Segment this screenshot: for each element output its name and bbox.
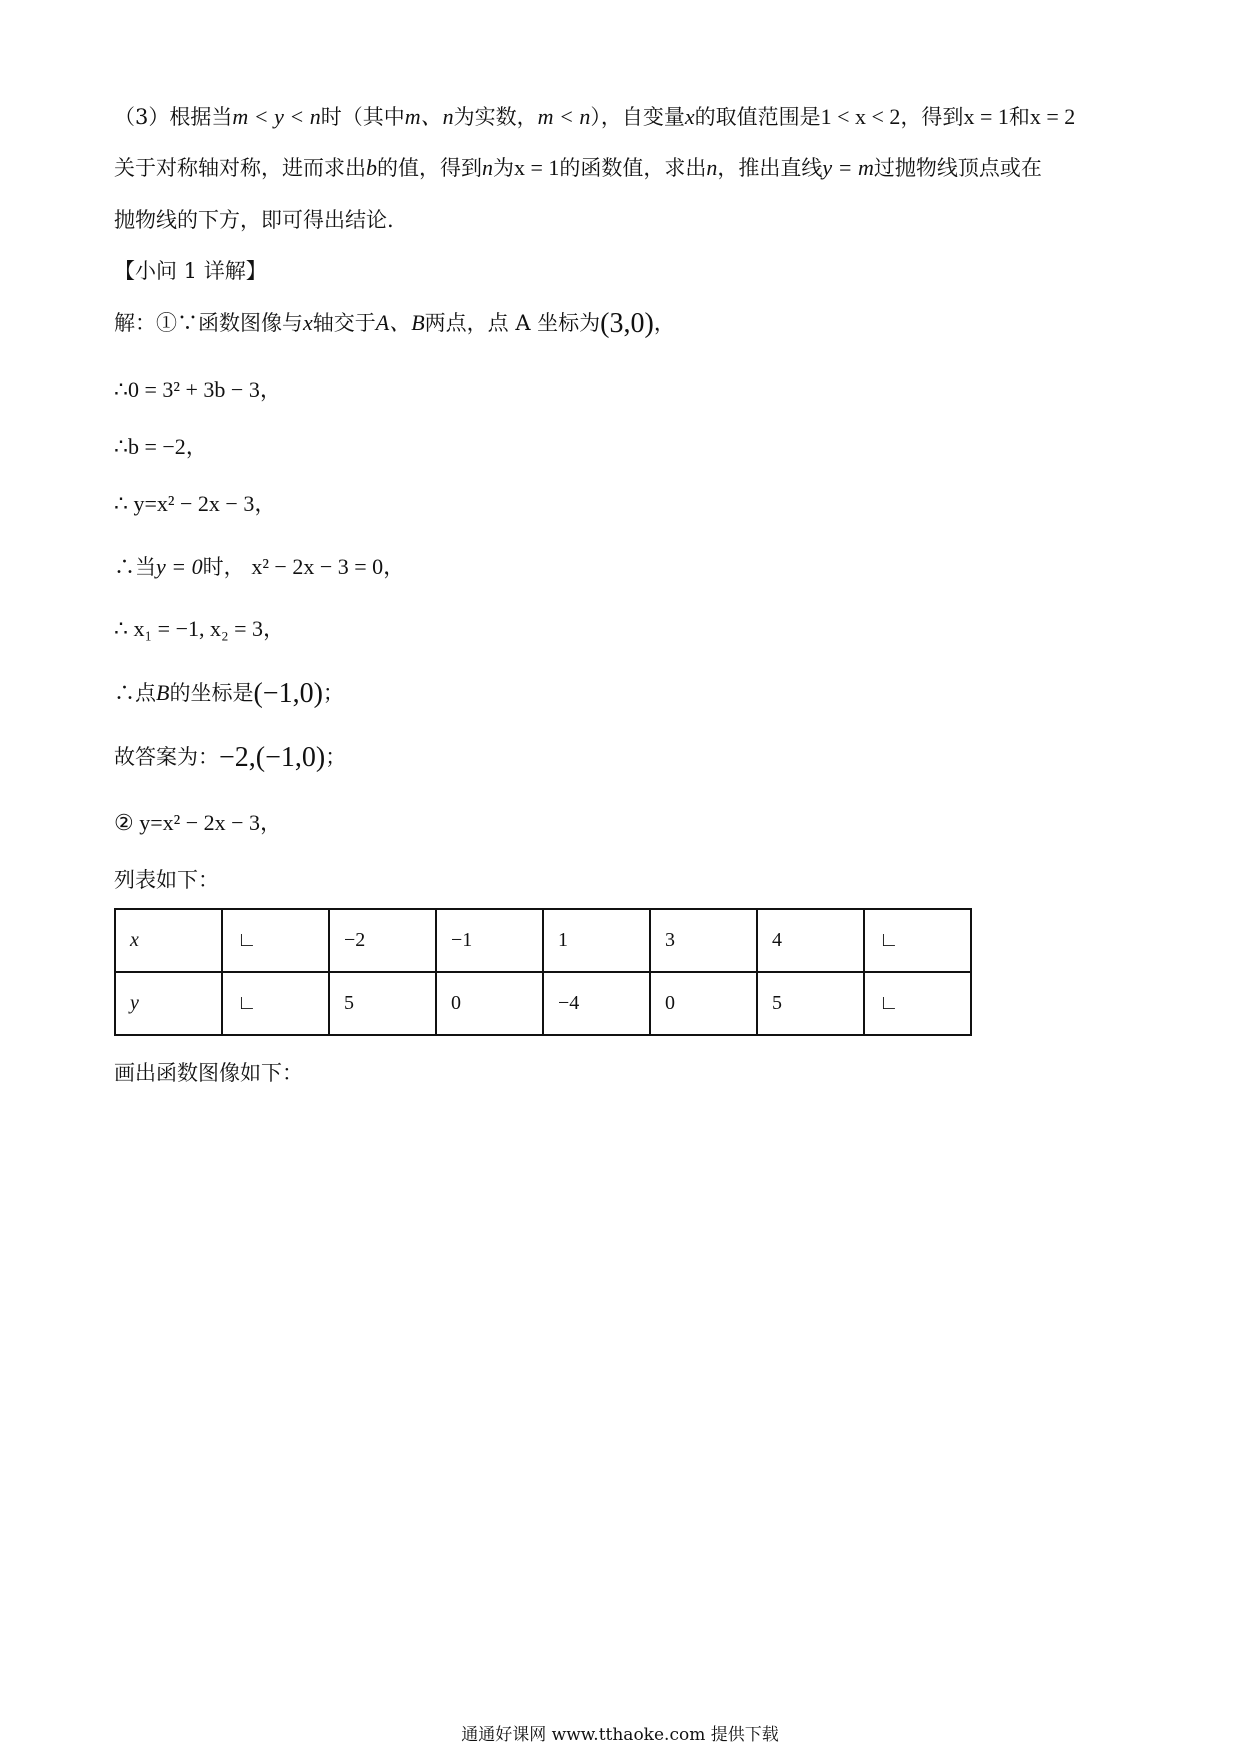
math-eq: x = 2 — [1029, 104, 1076, 129]
text: ∴当 — [114, 555, 156, 579]
math-var: x — [684, 104, 695, 129]
section-heading: 【小问 1 详解】 — [114, 259, 267, 283]
math-var: b — [366, 155, 377, 180]
math-eq: x = 1 — [963, 104, 1009, 129]
solution-line-7 — [114, 678, 344, 709]
math-point: (−1,0) — [253, 678, 323, 709]
table-cell: x — [115, 909, 222, 972]
text: 轴交于 — [312, 311, 376, 335]
analysis-line-3: 抛物线的下方，即可得出结论. — [114, 208, 394, 232]
math-points: A、B — [375, 310, 425, 335]
math-eq: y = m — [822, 155, 874, 180]
solution-line-2: ∴0 = 3² + 3b − 3， — [114, 377, 282, 402]
solution-line-8 — [114, 742, 346, 773]
text: 解：①∵函数图像与 — [114, 311, 303, 335]
text: 为实数， — [453, 105, 538, 129]
math-eq: y = 0 — [156, 554, 203, 579]
text: 时， — [202, 555, 245, 579]
table-row — [115, 909, 971, 972]
text: 两点，点 A 坐标为 — [424, 311, 601, 335]
table-cell: 0 — [436, 972, 543, 1035]
math-range: 1 < x < 2 — [820, 104, 901, 129]
table-cell: ∟ — [222, 909, 329, 972]
table-cell: 0 — [650, 972, 757, 1035]
text: （3）根据当 — [114, 105, 233, 129]
table-cell: −1 — [436, 909, 543, 972]
after-table-text: 画出函数图像如下： — [114, 1061, 303, 1085]
value-table — [114, 908, 972, 1036]
math-equation: x² − 2x − 3 = 0， — [251, 554, 406, 579]
math-point: (3,0) — [600, 308, 654, 339]
text: 过抛物线顶点或在 — [873, 156, 1042, 180]
analysis-line-1 — [114, 102, 1075, 132]
text: ），自变量 — [590, 105, 685, 129]
text: ，得到 — [900, 105, 964, 129]
table-cell: 5 — [329, 972, 436, 1035]
solution-line-3: ∴b = −2， — [114, 434, 208, 459]
table-row — [115, 972, 971, 1035]
text: 时（其中 — [320, 105, 405, 129]
math-vars: m、n — [404, 104, 454, 129]
analysis-line-2 — [114, 153, 1042, 183]
math-var: B — [156, 680, 170, 705]
solution-line-10: 列表如下： — [114, 868, 219, 892]
solution-line-9: ② y=x² − 2x − 3， — [114, 810, 283, 835]
solution-line-4: ∴ y=x² − 2x − 3， — [114, 491, 277, 516]
math-var: x — [303, 310, 313, 335]
math-var: n — [706, 155, 718, 180]
text: ∴点 — [114, 681, 156, 705]
table-cell: −4 — [543, 972, 650, 1035]
text: 为 — [493, 156, 514, 180]
table-cell: ∟ — [864, 909, 971, 972]
text: 的函数值，求出 — [559, 156, 707, 180]
table-cell: 3 — [650, 909, 757, 972]
table-cell: y — [115, 972, 222, 1035]
text: 和 — [1008, 105, 1030, 129]
solution-line-1 — [114, 308, 675, 339]
math-inequality: m < n — [537, 104, 591, 129]
math-var: n — [482, 155, 493, 180]
text: ； — [325, 745, 347, 769]
table-cell: 4 — [757, 909, 864, 972]
text: 的坐标是 — [169, 681, 254, 705]
text: ； — [322, 681, 344, 705]
text: ， — [653, 311, 675, 335]
text: ，推出直线 — [717, 156, 823, 180]
table-cell: ∟ — [222, 972, 329, 1035]
table-cell: 5 — [757, 972, 864, 1035]
table-cell: ∟ — [864, 972, 971, 1035]
solution-line-6: ∴ x₁ = −1, x₂ = 3， — [114, 616, 286, 641]
math-answer: −2,(−1,0) — [219, 742, 326, 773]
table-cell: 1 — [543, 909, 650, 972]
table-cell: −2 — [329, 909, 436, 972]
text: 的值，得到 — [377, 156, 482, 180]
text: 故答案为： — [114, 745, 219, 769]
text: 的取值范围是 — [694, 105, 821, 129]
solution-line-5 — [114, 552, 405, 582]
footer: 通通好课网 www.tthaoke.com 提供下载 — [461, 1725, 779, 1745]
math-condition: m < y < n — [232, 104, 321, 129]
math-eq: x = 1 — [514, 155, 560, 180]
text: 关于对称轴对称，进而求出 — [114, 156, 366, 180]
